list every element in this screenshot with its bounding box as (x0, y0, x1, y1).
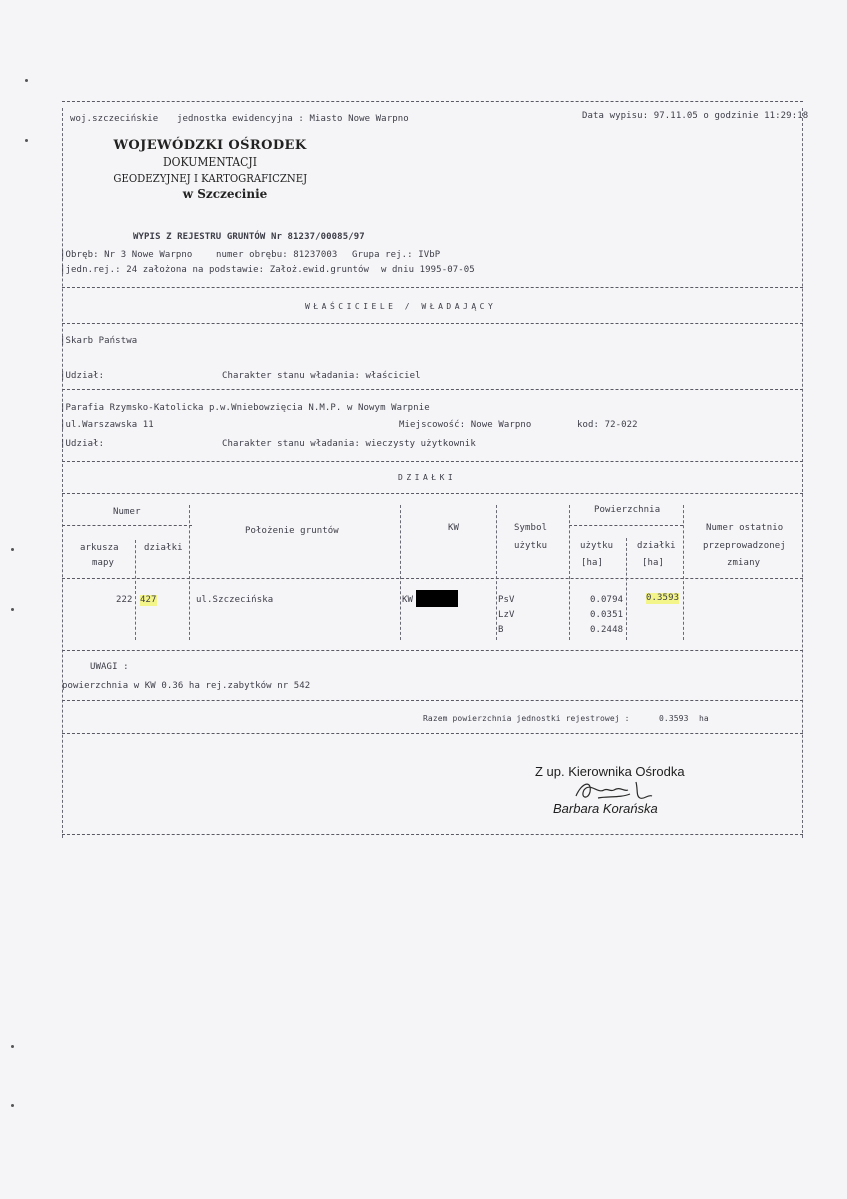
row-use-1: PsV (498, 595, 515, 605)
row-use-area-2: 0.0351 (590, 610, 624, 620)
owner-2-street: |ul.Warszawska 11 (60, 420, 154, 430)
row-location: ul.Szczecińska (196, 595, 274, 605)
registry-group: Grupa rej.: IVbP (352, 250, 441, 260)
col-parcel: działki (144, 543, 183, 553)
stamp-line-4: w Szczecinie (182, 187, 268, 201)
binder-hole (25, 79, 28, 82)
divider (62, 461, 803, 462)
binder-hole (11, 1104, 14, 1107)
col-location: Położenie gruntów (245, 526, 339, 536)
divider (62, 389, 803, 390)
divider (62, 287, 803, 288)
registry-unit-date: w dniu 1995-07-05 (381, 265, 475, 275)
total-unit: ha (699, 714, 709, 723)
document-title: WYPIS Z REJESTRU GRUNTÓW Nr 81237/00085/97 (133, 232, 365, 242)
col-area: Powierzchnia (594, 505, 661, 515)
registry-unit-basis: |jedn.rej.: 24 założona na podstawie: Założ.ewid.gruntów (60, 265, 370, 275)
col-sep (683, 505, 684, 640)
owner-1-name: |Skarb Państwa (60, 336, 138, 346)
stamp-line-2: DOKUMENTACJI (163, 155, 257, 169)
remarks-label: UWAGI : (90, 662, 129, 672)
row-kw-prefix: KW (402, 595, 414, 605)
divider (62, 650, 803, 651)
total-label: Razem powierzchnia jednostki rejestrowej : (423, 714, 630, 723)
col-sep (626, 538, 627, 640)
col-unit-parcel: [ha] (642, 558, 665, 568)
col-sep (189, 505, 190, 640)
col-symbol: Symbol (514, 523, 548, 533)
binder-hole (11, 548, 14, 551)
col-symbol-use: użytku (514, 541, 548, 551)
divider (62, 700, 803, 701)
row-use-area-1: 0.0794 (590, 595, 624, 605)
precinct: |Obręb: Nr 3 Nowe Warpno (60, 250, 193, 260)
stamp-line-1: WOJEWÓDZKI OŚRODEK (113, 138, 307, 153)
col-sep (135, 540, 136, 640)
divider (62, 493, 803, 494)
divider (62, 578, 803, 579)
col-area-parcel: działki (637, 541, 676, 551)
col-last-change-3: zmiany (727, 558, 761, 568)
precinct-number: numer obrębu: 81237003 (216, 250, 338, 260)
frame-top (62, 101, 803, 102)
frame-right (802, 108, 803, 838)
parcels-section-title: DZIAŁKI (398, 473, 457, 482)
row-sheet: 222 (116, 595, 133, 605)
col-sep (496, 505, 497, 640)
signature-authority: Z up. Kierownika Ośrodka (535, 764, 685, 779)
col-unit-use: [ha] (581, 558, 604, 568)
total-value: 0.3593 (659, 714, 689, 723)
province: woj.szczecińskie (70, 114, 159, 124)
registry-unit: jednostka ewidencyjna : Miasto Nowe Warpno (177, 114, 409, 124)
frame-bottom (62, 834, 803, 835)
col-map: mapy (92, 558, 115, 568)
owner-2-share: |Udział: (60, 439, 105, 449)
owner-2-character: Charakter stanu władania: wieczysty użytkownik (222, 439, 476, 449)
owners-section-title: WŁAŚCICIELE / WŁADAJĄCY (305, 302, 497, 311)
binder-hole (25, 139, 28, 142)
col-area-use: użytku (580, 541, 614, 551)
row-use-3: B (498, 625, 504, 635)
divider (62, 323, 803, 324)
owner-1-character: Charakter stanu władania: właściciel (222, 371, 421, 381)
signatory-name: Barbara Korańska (553, 801, 658, 816)
binder-hole (11, 608, 14, 611)
row-parcel-area: 0.3593 (646, 593, 680, 603)
header-rule (62, 525, 192, 526)
row-use-area-3: 0.2448 (590, 625, 624, 635)
col-number: Numer (113, 507, 141, 517)
owner-2-postcode: kod: 72-022 (577, 420, 638, 430)
owner-1-share: |Udział: (60, 371, 105, 381)
binder-hole (11, 1045, 14, 1048)
redacted-kw-number (416, 590, 458, 607)
col-sep (569, 505, 570, 640)
col-last-change-1: Numer ostatnio (706, 523, 784, 533)
owner-2-city: Miejscowość: Nowe Warpno (399, 420, 532, 430)
row-use-2: LzV (498, 610, 515, 620)
col-sep (400, 505, 401, 640)
frame-left (62, 108, 63, 838)
col-last-change-2: przeprowadzonej (703, 541, 786, 551)
print-date: Data wypisu: 97.11.05 o godzinie 11:29:18 (582, 111, 809, 121)
row-parcel: 427 (140, 595, 157, 605)
divider (62, 733, 803, 734)
owner-2-name: |Parafia Rzymsko-Katolicka p.w.Wniebowzięcia N.M.P. w Nowym Warpnie (60, 403, 430, 413)
remarks-text: powierzchnia w KW 0.36 ha rej.zabytków nr 542 (62, 681, 311, 691)
office-stamp (105, 138, 315, 201)
stamp-line-3: GEODEZYJNEJ I KARTOGRAFICZNEJ (113, 172, 308, 185)
header-rule (569, 525, 683, 526)
col-sheet: arkusza (80, 543, 119, 553)
col-kw: KW (448, 523, 460, 533)
